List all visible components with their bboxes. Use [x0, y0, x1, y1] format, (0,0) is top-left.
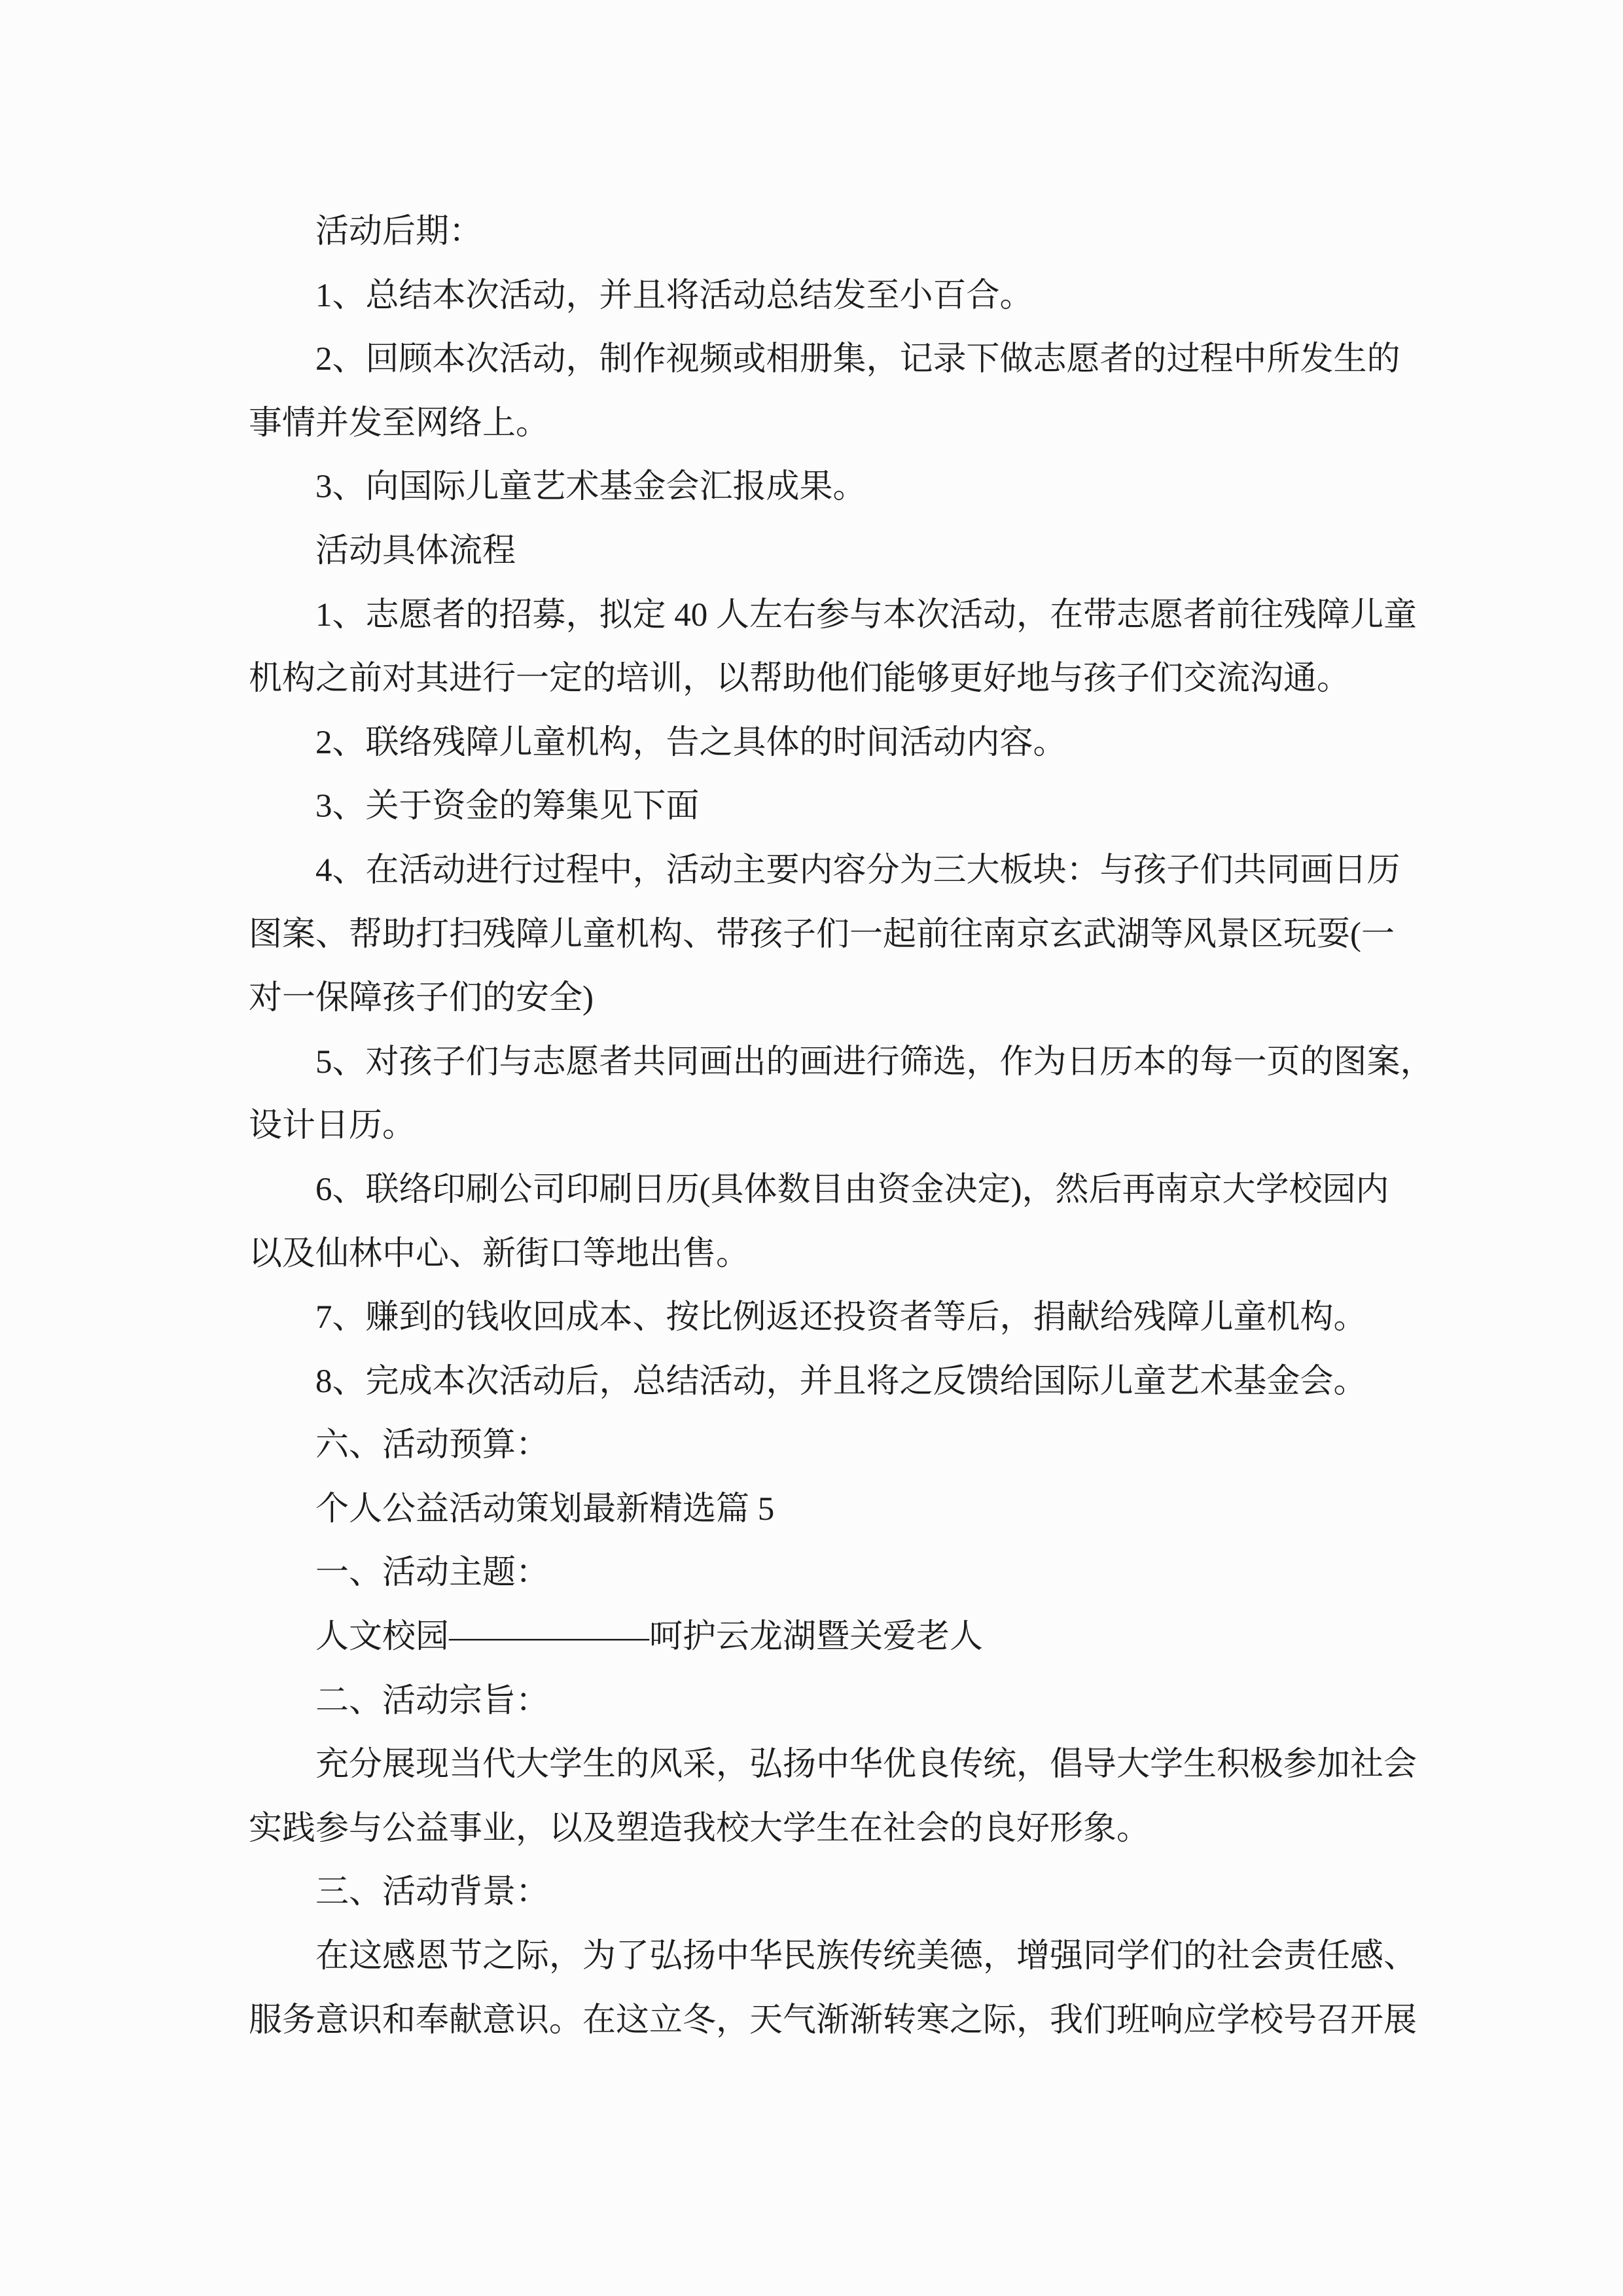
- text-line: 活动后期：: [315, 213, 483, 250]
- text-line: 三、活动背景：: [315, 1874, 550, 1911]
- text-line: 图案、帮助打扫残障儿童机构、带孩子们一起前往南京玄武湖等风景区玩耍(一: [249, 916, 1395, 953]
- text-line: 6、联络印刷公司印刷日历(具体数目由资金决定)，然后再南京大学校园内: [315, 1171, 1389, 1208]
- text-line: 人文校园——————呵护云龙湖暨关爱老人: [315, 1619, 984, 1656]
- text-line: 个人公益活动策划最新精选篇 5: [315, 1490, 775, 1528]
- text-line: 3、向国际儿童艺术基金会汇报成果。: [315, 469, 866, 506]
- text-line: 充分展现当代大学生的风采，弘扬中华优良传统，倡导大学生积极参加社会: [315, 1746, 1418, 1784]
- text-line: 活动具体流程: [315, 532, 516, 569]
- text-line: 实践参与公益事业，以及塑造我校大学生在社会的良好形象。: [249, 1810, 1150, 1847]
- text-line: 5、对孩子们与志愿者共同画出的画进行筛选，作为日历本的每一页的图案，: [315, 1043, 1434, 1081]
- text-line: 以及仙林中心、新街口等地出售。: [249, 1235, 750, 1272]
- text-line: 二、活动宗旨：: [315, 1682, 550, 1719]
- text-line: 服务意识和奉献意识。在这立冬，天气渐渐转寒之际，我们班响应学校号召开展: [249, 2001, 1418, 2039]
- document-text-block: [249, 200, 1434, 2053]
- text-line: 4、在活动进行过程中，活动主要内容分为三大板块：与孩子们共同画日历: [315, 852, 1400, 889]
- text-line: 事情并发至网络上。: [249, 404, 550, 442]
- text-line: 3、关于资金的筹集见下面: [315, 788, 700, 825]
- text-line: 2、联络残障儿童机构，告之具体的时间活动内容。: [315, 724, 1067, 761]
- text-line: 8、完成本次活动后，总结活动，并且将之反馈给国际儿童艺术基金会。: [315, 1363, 1367, 1400]
- text-line: 六、活动预算：: [315, 1427, 550, 1464]
- text-line: 2、回顾本次活动，制作视频或相册集，记录下做志愿者的过程中所发生的: [315, 341, 1400, 378]
- text-line: 对一保障孩子们的安全): [249, 980, 594, 1017]
- text-line: 一、活动主题：: [315, 1554, 550, 1592]
- text-line: 在这感恩节之际，为了弘扬中华民族传统美德，增强同学们的社会责任感、: [315, 1938, 1418, 1975]
- text-line: 1、志愿者的招募，拟定 40 人左右参与本次活动，在带志愿者前往残障儿童: [315, 596, 1418, 634]
- text-line: 7、赚到的钱收回成本、按比例返还投资者等后，捐献给残障儿童机构。: [315, 1299, 1367, 1336]
- text-line: 1、总结本次活动，并且将活动总结发至小百合。: [315, 277, 1033, 314]
- text-line: 机构之前对其进行一定的培训，以帮助他们能够更好地与孩子们交流沟通。: [249, 660, 1351, 698]
- text-line: 设计日历。: [249, 1107, 416, 1145]
